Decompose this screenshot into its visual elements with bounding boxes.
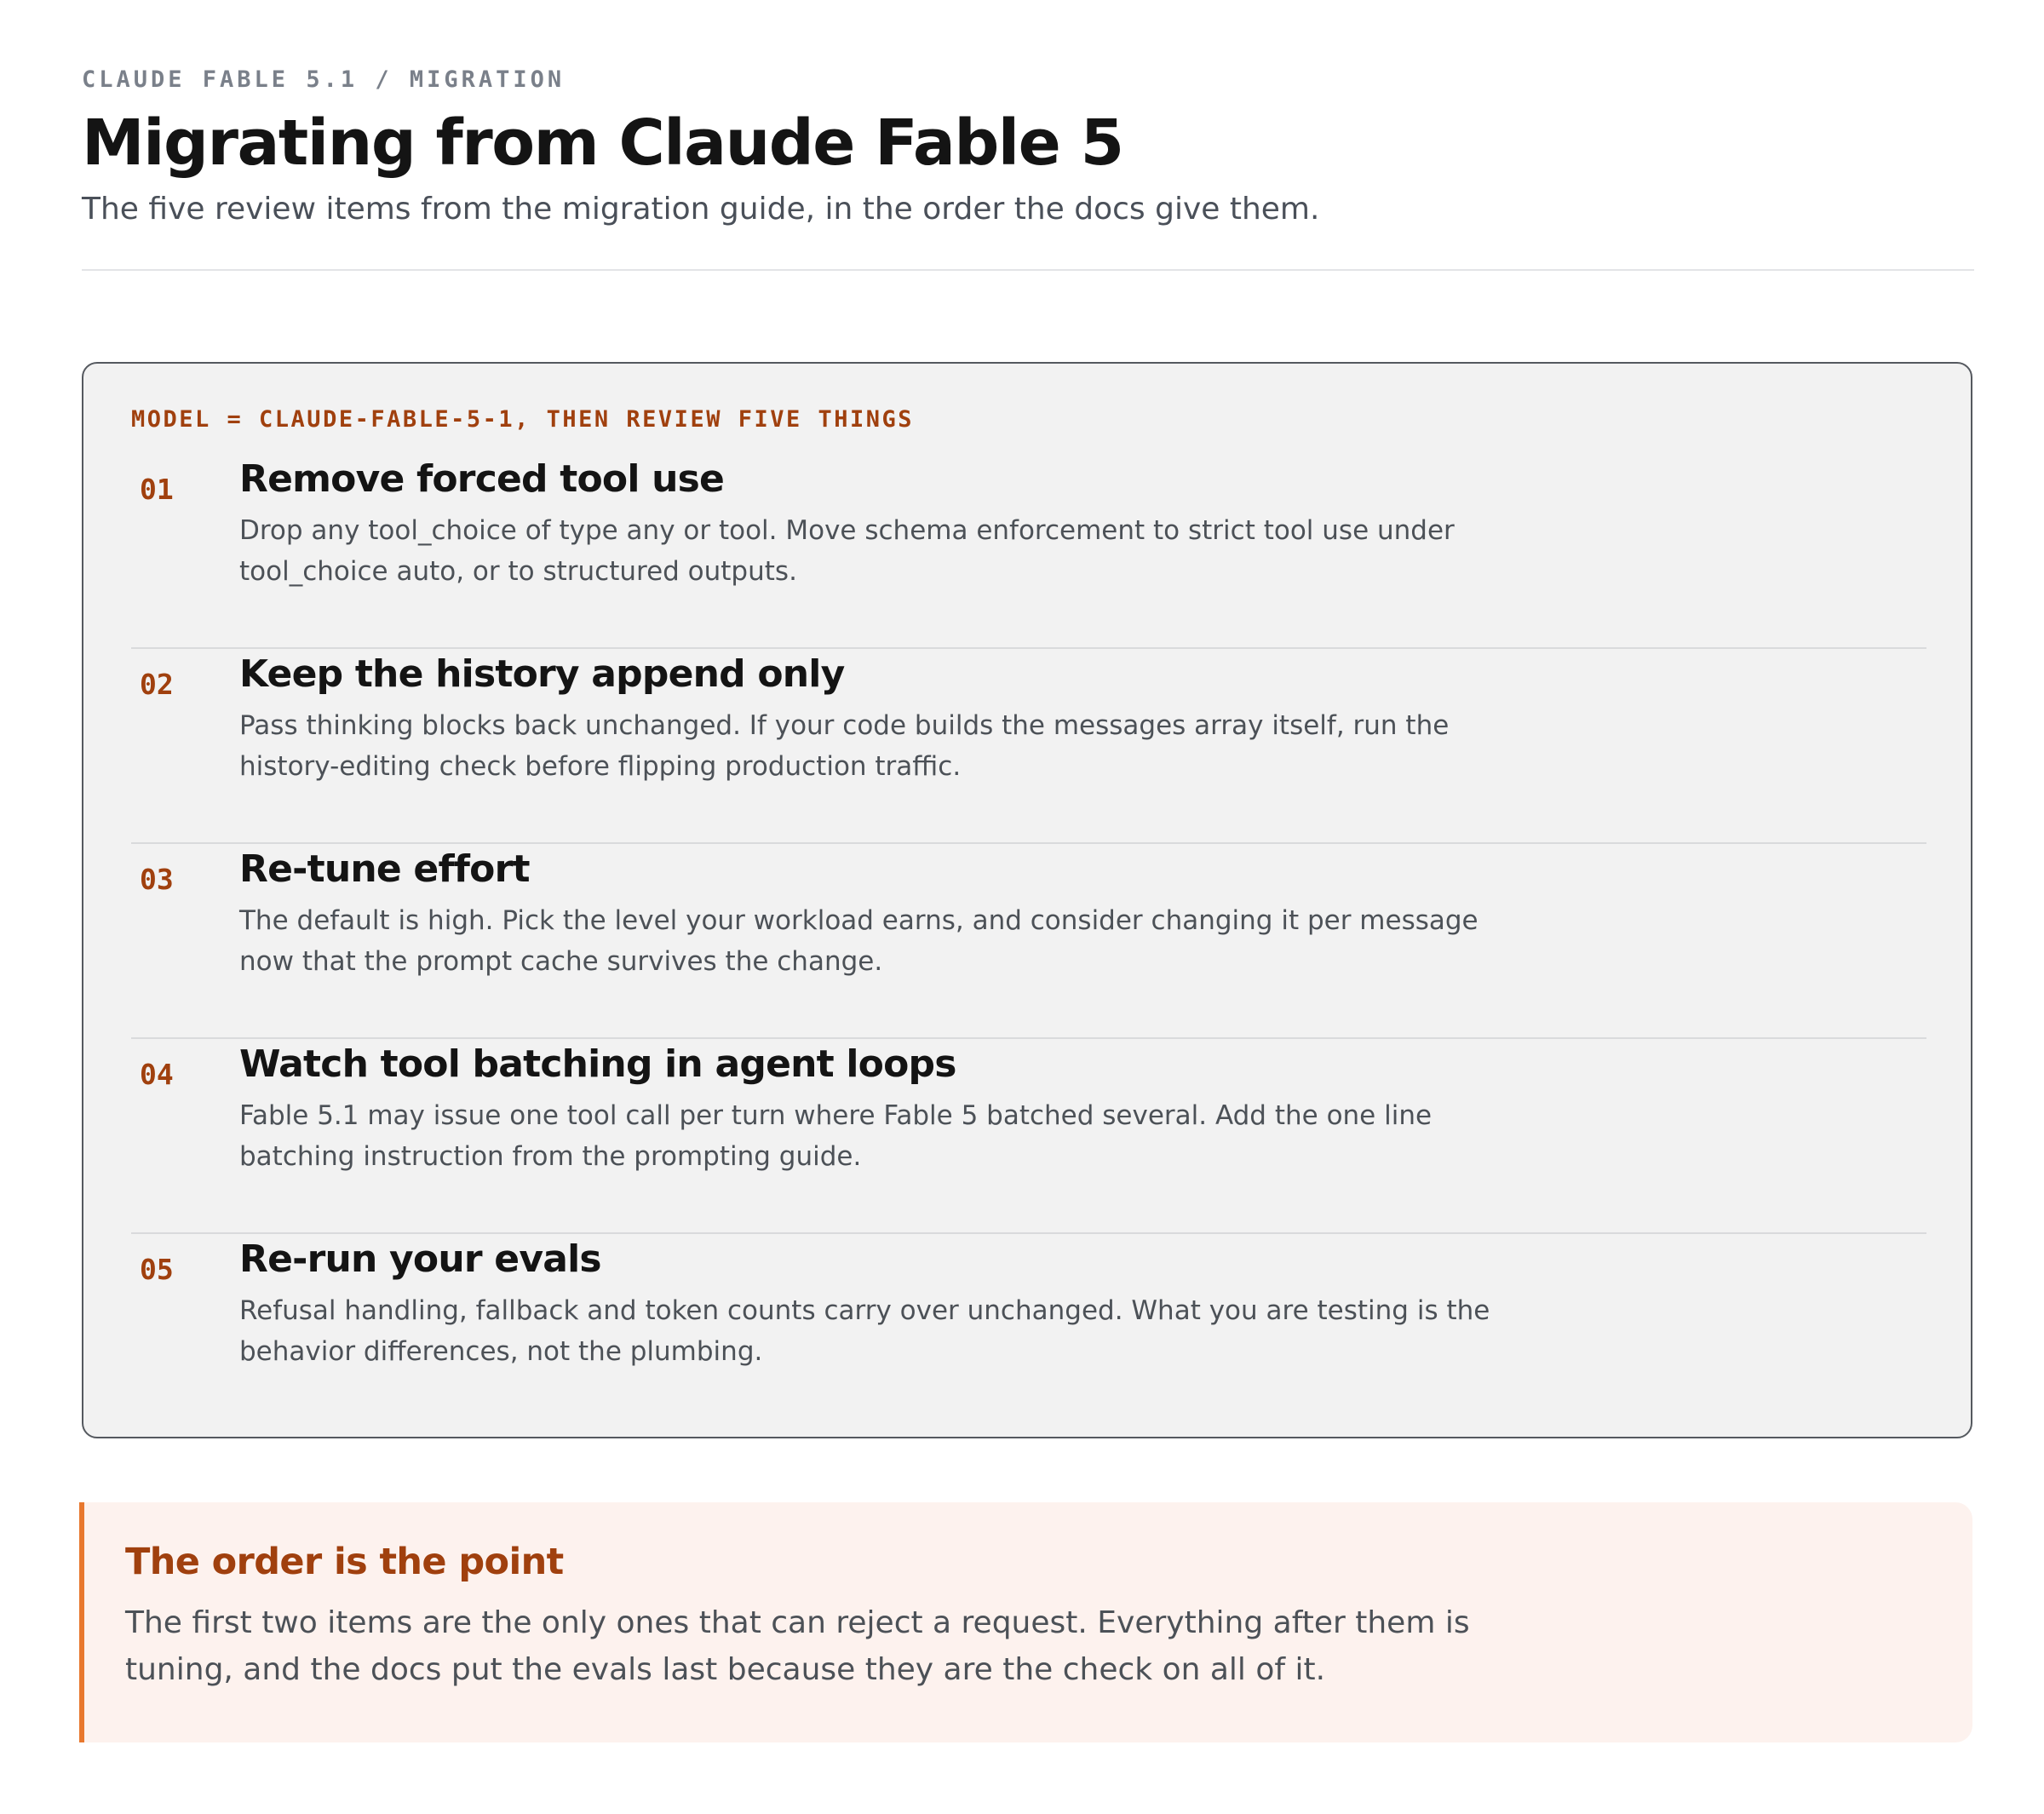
checklist-label: MODEL = CLAUDE-FABLE-5-1, THEN REVIEW FIVE THINGS — [131, 406, 915, 433]
item-title: Re-tune effort — [239, 847, 530, 891]
page-subtitle: The five review items from the migration guide, in the order the docs give them. — [82, 192, 1320, 227]
checklist-item — [131, 1039, 1926, 1234]
item-number: 01 — [140, 473, 174, 506]
breadcrumb: CLAUDE FABLE 5.1 / MIGRATION — [82, 66, 566, 93]
checklist-item — [131, 844, 1926, 1039]
item-description: Pass thinking blocks back unchanged. If your code builds the messages array itself, run the history-editing check before flipping production traffic. — [239, 710, 1450, 782]
checklist-item — [131, 1234, 1926, 1429]
page-title: Migrating from Claude Fable 5 — [82, 106, 1123, 180]
checklist-item — [131, 649, 1926, 844]
item-number: 03 — [140, 863, 174, 896]
callout-note — [79, 1502, 1972, 1742]
callout-body: The first two items are the only ones that can reject a request. Everything after them is tuning, and the docs put the evals last because they are the check on all of it. — [125, 1605, 1470, 1687]
checklist-item — [131, 454, 1926, 649]
review-checklist-card — [82, 362, 1972, 1438]
item-title: Keep the history append only — [239, 652, 845, 696]
item-number: 02 — [140, 668, 174, 701]
callout-title: The order is the point — [125, 1541, 564, 1583]
header-divider — [82, 269, 1974, 271]
item-title: Re-run your evals — [239, 1237, 601, 1281]
item-description: Fable 5.1 may issue one tool call per turn where Fable 5 batched several. Add the one line batching instruction from the prompting guide. — [239, 1100, 1433, 1172]
item-description: Drop any tool_choice of type any or tool. Move schema enforcement to strict tool use under tool_choice auto, or to structured outputs. — [239, 515, 1455, 587]
item-title: Watch tool batching in agent loops — [239, 1042, 956, 1086]
item-description: Refusal handling, fallback and token counts carry over unchanged. What you are testing is the behavior differences, not the plumbing. — [239, 1295, 1490, 1367]
item-title: Remove forced tool use — [239, 457, 725, 501]
item-description: The default is high. Pick the level your workload earns, and consider changing it per message now that the prompt cache survives the change. — [239, 905, 1478, 977]
item-number: 05 — [140, 1253, 174, 1286]
item-number: 04 — [140, 1058, 174, 1091]
